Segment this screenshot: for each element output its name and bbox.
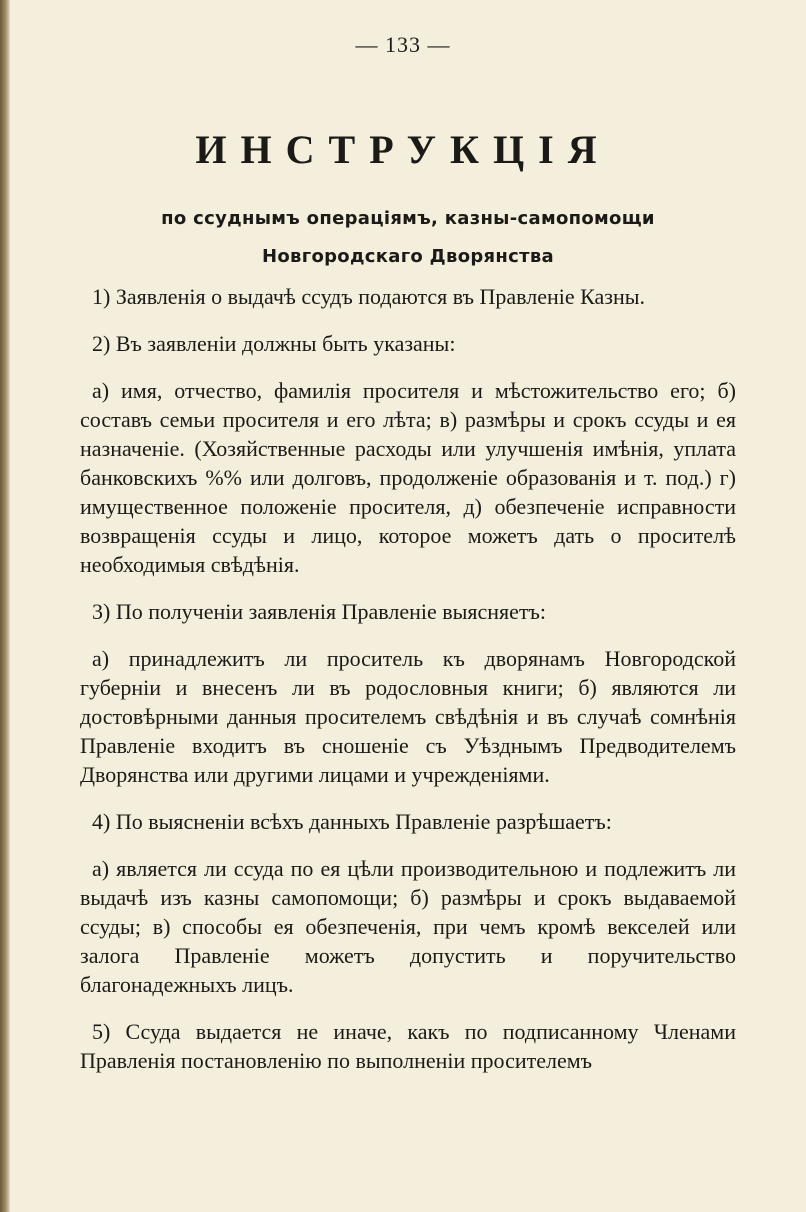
paragraph-3-details: а) принадлежитъ ли проситель къ дворянамъ Новгородской губерніи и внесенъ ли въ родословныя книги; б) являются ли достовѣрными данныя просителемъ свѣдѣнія и въ случаѣ сомнѣнія Правленіе входитъ въ сношеніе съ Уѣзднымъ Предводителемъ Дворянства или другими лицами и учрежденіями.: [80, 646, 736, 787]
paragraph-5: 5) Ссуда выдается не иначе, какъ по подписанному Членами Правленія постановленію по выполненіи просителемъ: [80, 1019, 736, 1073]
document-body: [80, 282, 736, 1093]
book-binding-edge: [0, 0, 10, 1212]
paragraph-3-heading: 3) По полученіи заявленія Правленіе выясняетъ:: [92, 599, 547, 624]
page-number: — 133 —: [355, 32, 451, 57]
paragraph-4-details: а) является ли ссуда по ея цѣли производительною и подлежитъ ли выдачѣ изъ казны самопомощи; б) размѣры и срокъ выдаваемой ссуды; в) способы ея обезпеченія, при чемъ кромѣ векселей или залога Правленіе можетъ допустить и поручительство благонадежныхъ лицъ.: [80, 856, 736, 997]
paragraph-4-heading: 4) По выясненіи всѣхъ данныхъ Правленіе разрѣшаетъ:: [92, 809, 612, 834]
document-title: ИНСТРУКЦІЯ: [195, 127, 611, 172]
paragraph-2-heading: 2) Въ заявленіи должны быть указаны:: [92, 331, 456, 356]
paragraph-2-details: а) имя, отчество, фамилія просителя и мѣстожительство его; б) составъ семьи просителя и его лѣта; в) размѣры и срокъ ссуды и ея назначеніе. (Хозяйственные расходы или улучшенія имѣнія, уплата банковскихъ %% или долговъ, продолженіе образованія и т. под.) г) имущественное положеніе просителя, д) обезпеченіе исправности возвращенія ссуды и лицо, которое можетъ дать о просителѣ необходимыя свѣдѣнія.: [80, 378, 736, 577]
paragraph-1: 1) Заявленія о выдачѣ ссудъ подаются въ Правленіе Казны.: [92, 284, 646, 309]
document-subtitle: по ссуднымъ операціямъ, казны-самопомощи Новгородскаго Дворянства: [161, 208, 655, 267]
